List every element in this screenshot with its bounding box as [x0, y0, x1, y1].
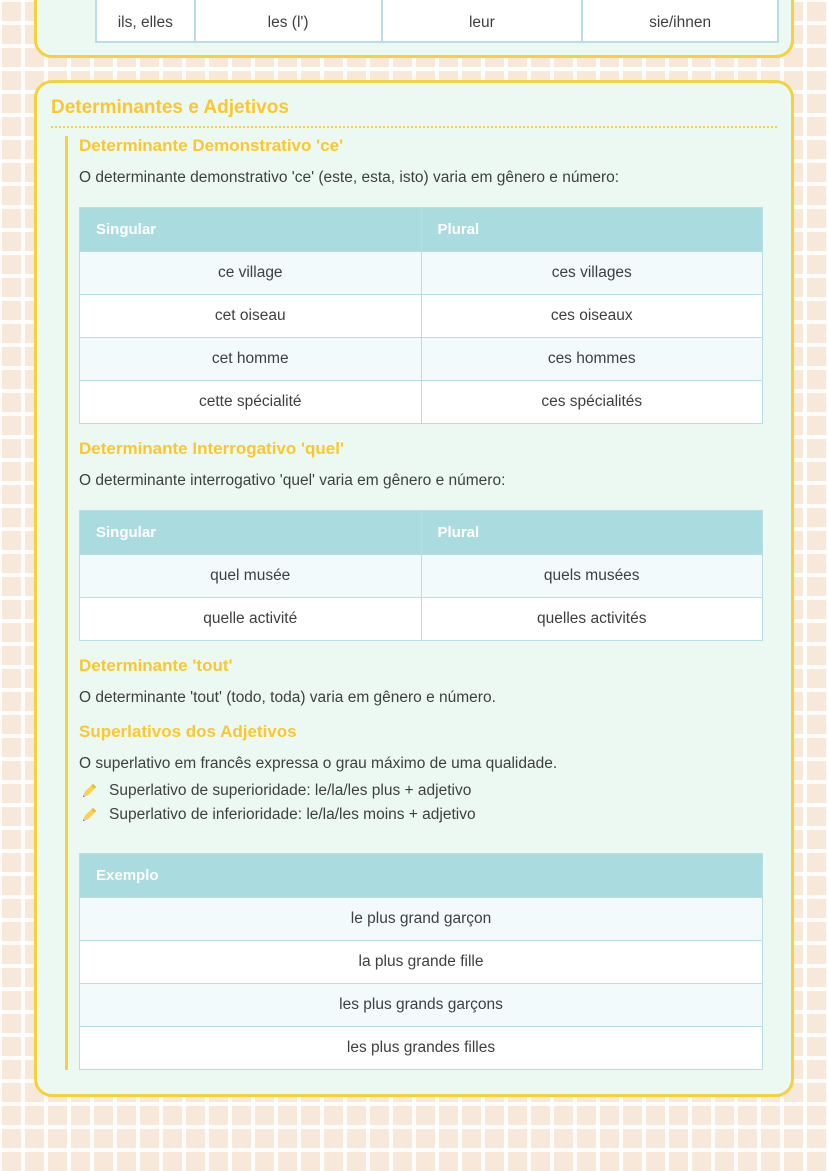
- column-header: Plural: [421, 208, 763, 252]
- table-row: [80, 984, 763, 1027]
- bullet-text: Superlativo de inferioridade: le/la/les moins + adjetivo: [109, 806, 476, 823]
- sections-container: [65, 136, 777, 1070]
- table-cell: ces spécialités: [421, 381, 763, 424]
- table-row: [80, 338, 763, 381]
- section-paragraph: O determinante 'tout' (todo, toda) varia em gênero e número.: [79, 689, 496, 706]
- column-header: Exemplo: [80, 854, 763, 898]
- interrogative-table: [79, 510, 763, 641]
- table-cell: ils, elles: [97, 0, 196, 41]
- section-interrogativo-quel: [79, 439, 777, 641]
- section-heading: Determinante 'tout': [79, 656, 233, 675]
- bullet-list: [79, 779, 777, 827]
- demonstrative-table: [79, 207, 763, 424]
- table-cell: ces villages: [421, 252, 763, 295]
- previous-topic-card: [34, 0, 794, 58]
- table-cell: les plus grands garçons: [80, 984, 763, 1027]
- table-cell: quelle activité: [80, 598, 422, 641]
- bullet-item: [79, 803, 777, 827]
- table-cell: ces hommes: [421, 338, 763, 381]
- table-cell: cet oiseau: [80, 295, 422, 338]
- table-row: [80, 1027, 763, 1070]
- table-cell: ces oiseaux: [421, 295, 763, 338]
- table-row: [80, 941, 763, 984]
- table-header-row: [80, 854, 763, 898]
- column-header: Plural: [421, 511, 763, 555]
- table-row: [80, 381, 763, 424]
- table-row: [80, 295, 763, 338]
- table-cell: la plus grande fille: [80, 941, 763, 984]
- table-cell: le plus grand garçon: [80, 898, 763, 941]
- table-cell: cet homme: [80, 338, 422, 381]
- table-cell: ce village: [80, 252, 422, 295]
- pencil-icon: [79, 782, 98, 801]
- column-header: Singular: [80, 511, 422, 555]
- section-superlativos: [79, 722, 777, 1070]
- section-paragraph: O superlativo em francês expressa o grau máximo de uma qualidade.: [79, 755, 558, 772]
- section-heading: Superlativos dos Adjetivos: [79, 722, 297, 741]
- section-tout: [79, 656, 777, 707]
- table-header-row: [80, 511, 763, 555]
- determinantes-card: [34, 80, 794, 1097]
- table-cell: sie/ihnen: [649, 14, 712, 31]
- pencil-icon: [79, 806, 98, 825]
- section-heading: Determinante Demonstrativo 'ce': [79, 136, 344, 155]
- table-cell: les plus grandes filles: [80, 1027, 763, 1070]
- card-title: Determinantes e Adjetivos: [51, 97, 777, 128]
- table-cell: quel musée: [80, 555, 422, 598]
- table-row: [80, 598, 763, 641]
- pronoun-table-last-row: [95, 0, 779, 43]
- table-row: [80, 555, 763, 598]
- table-row: [80, 898, 763, 941]
- section-heading: Determinante Interrogativo 'quel': [79, 439, 345, 458]
- table-cell: quelles activités: [421, 598, 763, 641]
- bullet-text: Superlativo de superioridade: le/la/les plus + adjetivo: [109, 782, 472, 799]
- section-paragraph: O determinante interrogativo 'quel' varia em gênero e número:: [79, 472, 506, 489]
- table-cell: leur: [383, 0, 584, 41]
- table-cell: les (l'): [196, 0, 383, 41]
- section-demonstrativo-ce: [79, 136, 777, 424]
- superlative-example-table: [79, 853, 763, 1070]
- table-cell: quels musées: [421, 555, 763, 598]
- table-row: [80, 252, 763, 295]
- column-header: Singular: [80, 208, 422, 252]
- table-cell: cette spécialité: [80, 381, 422, 424]
- table-header-row: [80, 208, 763, 252]
- section-paragraph: O determinante demonstrativo 'ce' (este, esta, isto) varia em gênero e número:: [79, 169, 620, 186]
- bullet-item: [79, 779, 777, 803]
